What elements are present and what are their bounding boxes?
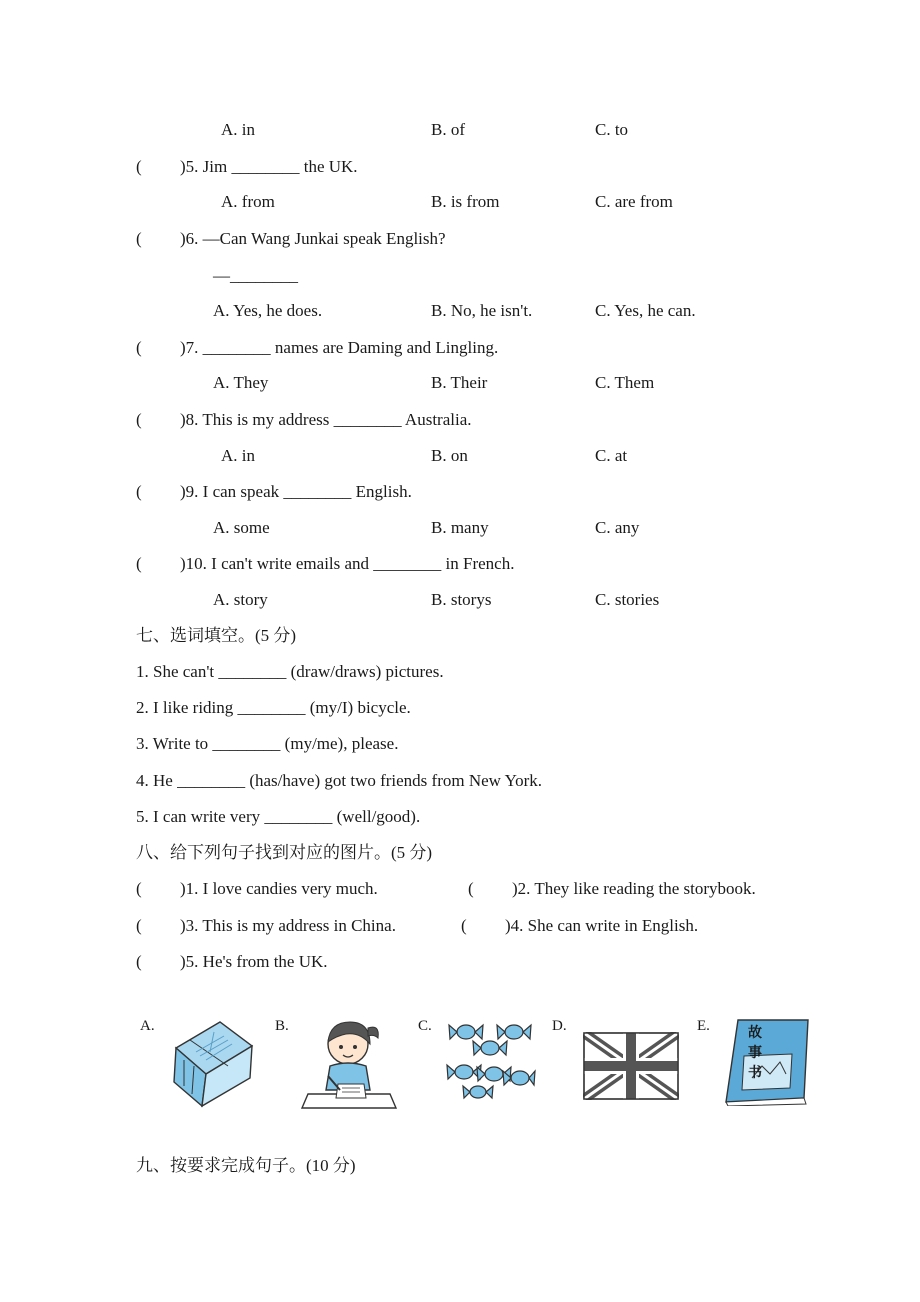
q7-stem: )7. ________ names are Daming and Lingling.: [180, 338, 499, 357]
pic-d-label: D.: [552, 1018, 567, 1034]
s7-item-2: 2. I like riding ________ (my/I) bicycle.: [136, 698, 411, 717]
q6-option-b: B. No, he isn't.: [431, 301, 533, 320]
section8-title: 八、给下列句子找到对应的图片。(5 分): [136, 843, 433, 862]
q6-paren[interactable]: (: [136, 229, 142, 248]
q7-option-b: B. Their: [431, 373, 488, 392]
q6-option-c: C. Yes, he can.: [595, 301, 696, 320]
q4-option-b: B. of: [431, 120, 465, 139]
parcel-icon: [170, 1012, 256, 1113]
s7-item-5: 5. I can write very ________ (well/good).: [136, 807, 421, 826]
q9-paren[interactable]: (: [136, 482, 142, 501]
q6-option-a: A. Yes, he does.: [213, 301, 323, 320]
q9-option-b: B. many: [431, 518, 489, 537]
q10-option-a: A. story: [213, 590, 268, 609]
s8-item-4-paren[interactable]: (: [461, 916, 467, 935]
q8-option-a: A. in: [221, 446, 255, 465]
s8-item-2: )2. They like reading the storybook.: [512, 879, 756, 898]
q10-option-c: C. stories: [595, 590, 660, 609]
s8-item-1: )1. I love candies very much.: [180, 879, 378, 898]
s8-item-3-paren[interactable]: (: [136, 916, 142, 935]
pic-a-label: A.: [140, 1018, 155, 1034]
q7-option-c: C. Them: [595, 373, 655, 392]
section9-title: 九、按要求完成句子。(10 分): [136, 1156, 356, 1175]
q8-option-c: C. at: [595, 446, 628, 465]
q4-option-a: A. in: [221, 120, 255, 139]
q10-paren[interactable]: (: [136, 554, 142, 573]
q8-stem: )8. This is my address ________ Australia.: [180, 410, 472, 429]
pic-e-label: E.: [697, 1018, 710, 1034]
q9-option-c: C. any: [595, 518, 640, 537]
girl-writing-icon: [300, 1014, 400, 1115]
s8-item-3: )3. This is my address in China.: [180, 916, 396, 935]
pic-c-label: C.: [418, 1018, 432, 1034]
q9-option-a: A. some: [213, 518, 270, 537]
q7-paren[interactable]: (: [136, 338, 142, 357]
s8-item-2-paren[interactable]: (: [468, 879, 474, 898]
pic-b-label: B.: [275, 1018, 289, 1034]
q10-option-b: B. storys: [431, 590, 492, 609]
q8-option-b: B. on: [431, 446, 468, 465]
s7-item-1: 1. She can't ________ (draw/draws) pictures.: [136, 662, 444, 681]
s8-item-1-paren[interactable]: (: [136, 879, 142, 898]
storybook-title: 故事书: [748, 1025, 762, 1081]
q6-stem: )6. —Can Wang Junkai speak English?: [180, 229, 446, 248]
q5-stem: )5. Jim ________ the UK.: [180, 157, 358, 176]
candies-icon: [444, 1012, 536, 1109]
uk-flag-icon: [583, 1032, 679, 1105]
q7-option-a: A. They: [213, 373, 269, 392]
q5-option-b: B. is from: [431, 192, 500, 211]
q8-paren[interactable]: (: [136, 410, 142, 429]
s7-item-4: 4. He ________ (has/have) got two friends from New York.: [136, 771, 543, 790]
q9-stem: )9. I can speak ________ English.: [180, 482, 412, 501]
q5-paren[interactable]: (: [136, 157, 142, 176]
q6-answer-line: —________: [213, 266, 298, 285]
q10-stem: )10. I can't write emails and ________ in French.: [180, 554, 515, 573]
s8-item-5: )5. He's from the UK.: [180, 952, 328, 971]
s7-item-3: 3. Write to ________ (my/me), please.: [136, 734, 399, 753]
section7-title: 七、选词填空。(5 分): [136, 626, 297, 645]
q5-option-a: A. from: [221, 192, 275, 211]
s8-item-5-paren[interactable]: (: [136, 952, 142, 971]
q4-option-c: C. to: [595, 120, 629, 139]
s8-item-4: )4. She can write in English.: [505, 916, 699, 935]
q5-option-c: C. are from: [595, 192, 673, 211]
